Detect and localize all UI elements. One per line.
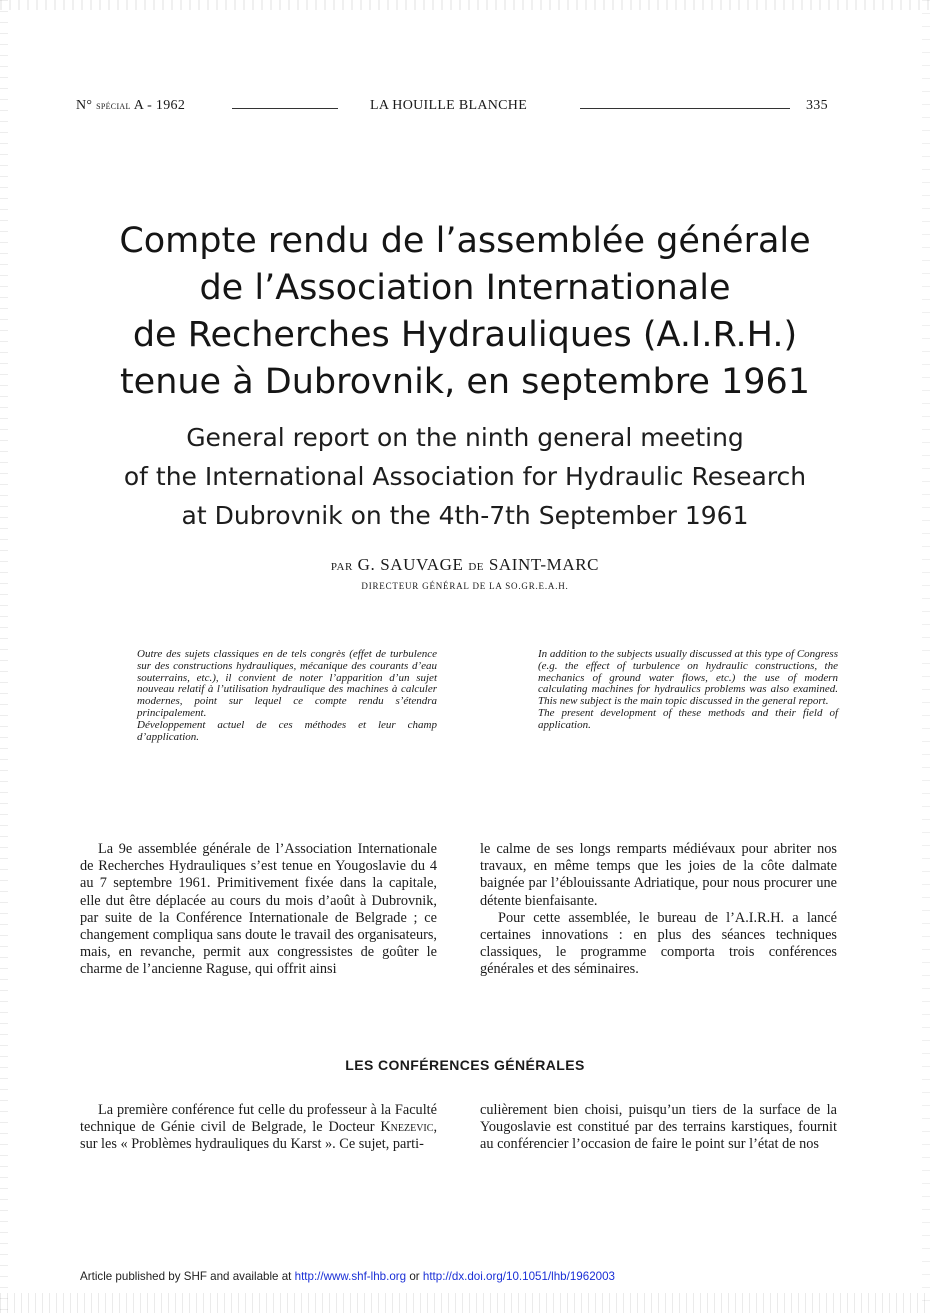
body-column-left [80, 841, 437, 979]
footer-link-shf[interactable]: http://www.shf-lhb.org [294, 1270, 407, 1283]
title-fr-line: de l’Association Internationale [199, 268, 731, 308]
scan-edge-bottom [0, 1293, 930, 1313]
person-name: Knezevic [380, 1119, 434, 1136]
footer-middle: or [409, 1270, 420, 1283]
author-affiliation: DIRECTEUR GÉNÉRAL DE LA SO.GR.E.A.H. [361, 581, 569, 591]
body-paragraph: La 9e assemblée générale de l’Association Internationale de Recherches Hydrauliques s’est tenue en Yougoslavie du 4 au 7 septembre 1961. Primitivement fixée dans la capitale, elle dut être déplacée au cours du mois d’août à Dubrovnik, par suite de la Conférence Internationale de Belgrade ; ce changement compliqua sans doute le travail des organisateurs, mais, en revanche, permit aux congressistes de goûter le charme de l’ancienne Raguse, qui offrit ainsi [80, 841, 437, 978]
page-number: 335 [806, 98, 828, 113]
abstract-fr-paragraph: Outre des sujets classiques en de tels congrès (effet de turbulence sur des constructions hydrauliques, mécanique des courants d’eau souterrains, etc.), il convient de noter l’apparition d’un sujet nouveau relatif à l’utilisation hydraulique des machines à calculer modernes, point sur lequel ce compte rendu s’étendra principalement. [137, 648, 437, 719]
issue-prefix: N° [76, 98, 93, 113]
section-text-before: La première conférence fut celle du professeur à la Faculté technique de Génie civil de Belgrade, le Docteur [80, 1102, 437, 1136]
scan-edge-left [0, 0, 8, 1313]
scan-edge-top [0, 0, 930, 10]
header-rule-right [580, 108, 790, 109]
section-text-after: , sur les « Problèmes hydrauliques du Karst ». Ce sujet, parti- [80, 1119, 438, 1153]
abstract-fr-paragraph: Développement actuel de ces méthodes et leur champ d’application. [137, 718, 437, 743]
section-column-left [80, 1102, 437, 1154]
title-en-line: of the International Association for Hydraulic Research [123, 462, 807, 491]
issue-label [76, 98, 185, 114]
abstract-en-paragraph: In addition to the subjects usually discussed at this type of Congress (e.g. the effect of turbulence on hydraulic constructions, the mechanics of ground water flows, etc.) the use of modern calculating machines for hydraulics problems was also examined. This new subject is the main topic discussed in the general report. [538, 648, 838, 708]
author-par: PAR [330, 561, 353, 573]
author-line [40, 555, 890, 575]
title-fr-line: de Recherches Hydrauliques (A.I.R.H.) [132, 315, 798, 355]
scan-edge-right [922, 0, 930, 1313]
author-name-2: SAINT-MARC [488, 555, 600, 574]
footer-prefix: Article published by SHF and available at [80, 1270, 292, 1283]
footer-link-doi[interactable]: http://dx.doi.org/10.1051/lhb/1962003 [422, 1270, 615, 1283]
section-heading: LES CONFÉRENCES GÉNÉRALES [345, 1057, 585, 1073]
section-column-right [480, 1102, 837, 1154]
body-paragraph: Pour cette assemblée, le bureau de l’A.I.R.H. a lancé certaines innovations : en plus des séances techniques classiques, le programme comporta trois conférences générales et des séminaires. [480, 909, 837, 978]
title-en [40, 418, 890, 535]
footer-note [80, 1270, 615, 1283]
section-paragraph: culièrement bien choisi, puisqu’un tiers de la surface de la Yougoslavie est constitué par des terrains karstiques, fournit au conférencier l’occasion de faire le point sur l’état de nos [480, 1102, 837, 1153]
title-en-line: at Dubrovnik on the 4th-7th September 1961 [181, 501, 749, 530]
title-en-line: General report on the ninth general meeting [186, 423, 744, 452]
issue-suffix: A - 1962 [133, 98, 186, 113]
author-name-1: G. SAUVAGE [357, 555, 464, 574]
journal-name: LA HOUILLE BLANCHE [370, 98, 528, 113]
abstract-english [538, 649, 838, 732]
title-fr-line: Compte rendu de l’assemblée générale [119, 221, 811, 261]
body-paragraph: le calme de ses longs remparts médiévaux pour abriter nos travaux, en même temps que les joies de la côte dalmate baignée par l’éblouissante Adriatique, pour nous procurer une détente bienfaisante. [480, 841, 837, 909]
abstract-en-paragraph: The present development of these methods and their field of application. [538, 706, 838, 731]
section-paragraph [80, 1102, 437, 1154]
abstract-french [137, 649, 437, 743]
body-column-right [480, 841, 837, 979]
issue-special: spécial [96, 98, 131, 112]
title-fr-line: tenue à Dubrovnik, en septembre 1961 [119, 362, 811, 402]
author-de: DE [468, 561, 484, 573]
header-rule-left [232, 108, 338, 109]
title-fr [40, 218, 890, 406]
